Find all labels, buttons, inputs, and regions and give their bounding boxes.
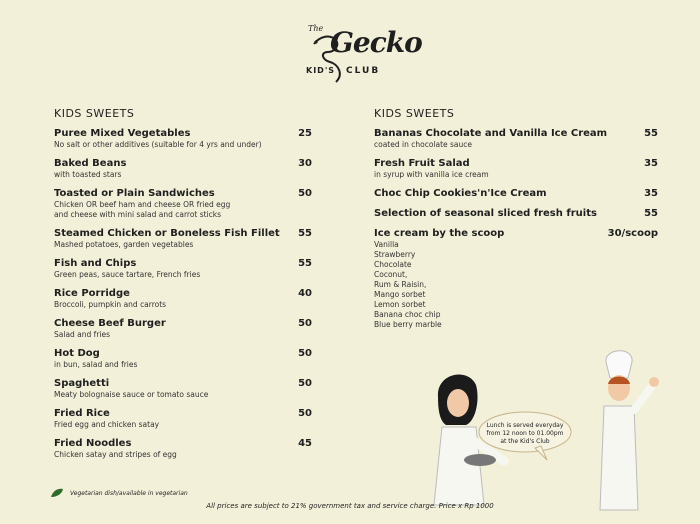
vegetarian-note — [50, 488, 188, 498]
menu-item-name: Rice Porridge — [54, 288, 130, 299]
menu-item-description: Fried egg and chicken satay — [54, 420, 160, 429]
menu-item-price: 55 — [298, 258, 312, 269]
menu-item-description: Coconut, — [374, 270, 408, 279]
menu-item-description: Lemon sorbet — [374, 300, 426, 309]
menu-item-description: Mango sorbet — [374, 290, 426, 299]
menu-item-name: Steamed Chicken or Boneless Fish Fillet — [54, 228, 280, 239]
menu-item-name: Fresh Fruit Salad — [374, 158, 470, 169]
menu-item-price: 35 — [644, 188, 658, 199]
menu-item-description: Salad and fries — [54, 330, 111, 339]
menu-item-description: Vanilla — [374, 240, 399, 249]
menu-item-price: 30 — [298, 158, 312, 169]
section-heading: KIDS SWEETS — [54, 107, 135, 120]
menu-item-name: Choc Chip Cookies'n'Ice Cream — [374, 188, 547, 199]
menu-item-price: 55 — [644, 128, 658, 139]
menu-item — [374, 158, 658, 180]
menu-item — [374, 228, 658, 330]
menu-item — [54, 258, 312, 280]
menu-item — [54, 408, 312, 430]
menu-item-name: Ice cream by the scoop — [374, 228, 505, 239]
menu-item-price: 50 — [298, 378, 312, 389]
price-footnote: All prices are subject to 21% government tax and service charge. Price x Rp 1000 — [206, 502, 494, 510]
menu-item-price: 50 — [298, 348, 312, 359]
logo-the: The — [308, 24, 324, 33]
gecko-kids-club-logo — [300, 22, 422, 92]
menu-item-description: with toasted stars — [54, 170, 122, 179]
menu-item-name: Bananas Chocolate and Vanilla Ice Cream — [374, 128, 608, 139]
menu-item-name: Puree Mixed Vegetables — [54, 128, 191, 139]
menu-item — [54, 128, 312, 150]
menu-item-description: Chocolate — [374, 260, 412, 269]
menu-item — [54, 318, 312, 340]
menu-item-description: in syrup with vanilla ice cream — [374, 170, 489, 179]
menu-item — [54, 288, 312, 310]
bubble-line: from 12 noon to 01.00pm — [486, 430, 564, 437]
logo-kids: KID'S — [306, 66, 336, 75]
menu-item — [54, 378, 312, 400]
menu-item-name: Fried Rice — [54, 408, 110, 419]
menu-item-description: Green peas, sauce tartare, French fries — [54, 270, 201, 279]
logo-gecko: Gecko — [330, 26, 422, 59]
menu-item-description: Chicken satay and stripes of egg — [54, 450, 177, 459]
menu-item-price: 55 — [298, 228, 312, 239]
menu-item-description: Meaty bolognaise sauce or tomato sauce — [54, 390, 209, 399]
chef-boy-illustration — [578, 350, 678, 524]
menu-item-description: Rum & Raisin, — [374, 280, 427, 289]
menu-item — [54, 188, 312, 220]
vegetarian-note-text: Vegetarian dish/available in vegetarian — [70, 489, 188, 497]
menu-item — [54, 158, 312, 180]
section-heading: KIDS SWEETS — [374, 107, 455, 120]
menu-item-price: 35 — [644, 158, 658, 169]
menu-item-name: Baked Beans — [54, 158, 127, 169]
menu-item-price: 50 — [298, 318, 312, 329]
menu-item — [54, 438, 312, 460]
menu-item-name: Fried Noodles — [54, 438, 132, 449]
menu-item-description: coated in chocolate sauce — [374, 140, 473, 149]
menu-item-name: Selection of seasonal sliced fresh fruits — [374, 208, 597, 219]
menu-item-name: Hot Dog — [54, 348, 100, 359]
leaf-icon — [50, 488, 64, 498]
logo-club: CLUB — [346, 66, 381, 76]
menu-item-price: 25 — [298, 128, 312, 139]
menu-item-name: Toasted or Plain Sandwiches — [54, 188, 215, 199]
menu-item-price: 45 — [298, 438, 312, 449]
menu-item-description: Strawberry — [374, 250, 416, 259]
menu-item — [54, 228, 312, 250]
menu-item-description: Banana choc chip — [374, 310, 441, 319]
bubble-line: at the Kid's Club — [500, 438, 550, 445]
bubble-line: Lunch is served everyday — [486, 422, 564, 429]
menu-item-price: 55 — [644, 208, 658, 219]
menu-item — [374, 208, 658, 220]
menu-item — [54, 348, 312, 370]
menu-item-name: Spaghetti — [54, 378, 110, 389]
menu-item-price: 30/scoop — [607, 228, 658, 239]
speech-bubble — [477, 410, 573, 454]
menu-item — [374, 188, 658, 200]
menu-item-name: Fish and Chips — [54, 258, 137, 269]
menu-item-description: in bun, salad and fries — [54, 360, 138, 369]
menu-item-name: Cheese Beef Burger — [54, 318, 166, 329]
menu-item-description: No salt or other additives (suitable for 4 yrs and under) — [54, 140, 262, 149]
menu-item-price: 50 — [298, 188, 312, 199]
menu-item-description: Mashed potatoes, garden vegetables — [54, 240, 194, 249]
menu-item-description: and cheese with mini salad and carrot sticks — [54, 210, 222, 219]
menu-right-column — [374, 107, 658, 338]
menu-item-price: 40 — [298, 288, 312, 299]
menu-item — [374, 128, 658, 150]
menu-item-description: Broccoli, pumpkin and carrots — [54, 300, 167, 309]
menu-item-description: Blue berry marble — [374, 320, 442, 329]
menu-left-column — [54, 107, 312, 468]
menu-item-description: Chicken OR beef ham and cheese OR fried egg — [54, 200, 231, 209]
menu-item-price: 50 — [298, 408, 312, 419]
